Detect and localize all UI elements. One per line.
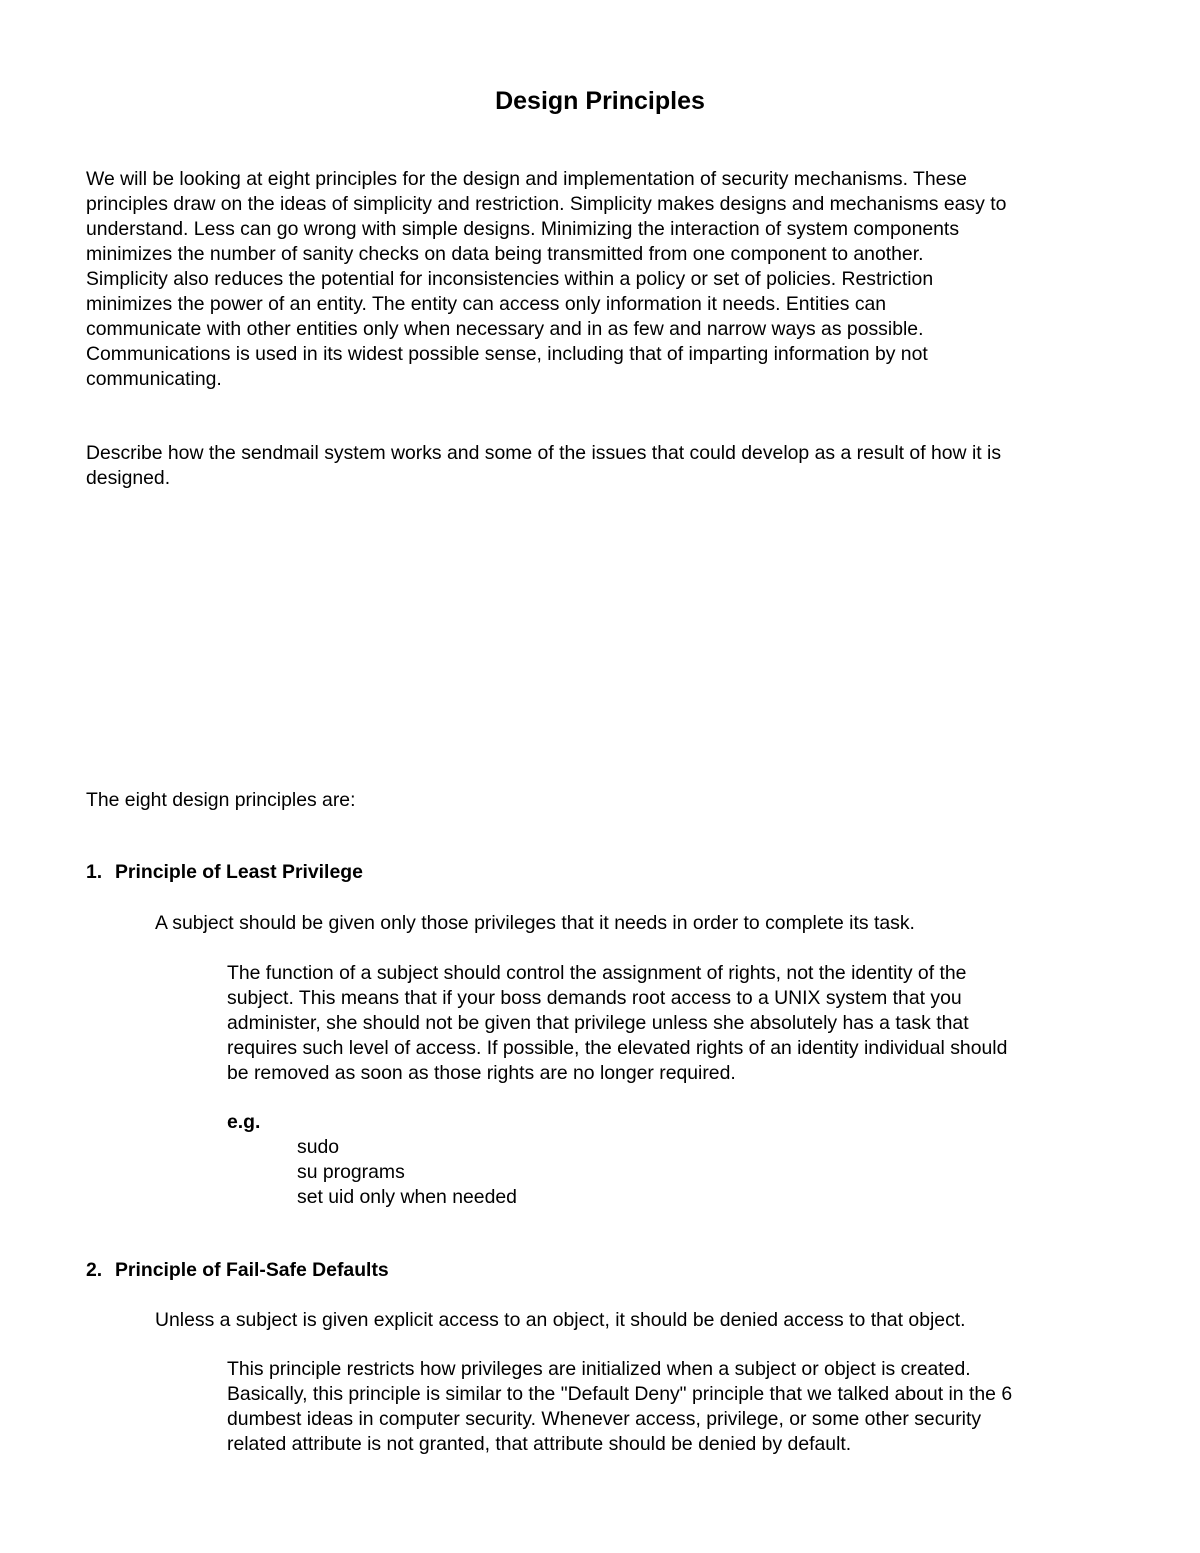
explanation-line: requires such level of access. If possible, the elevated rights of an identity individual should bbox=[227, 1037, 1008, 1059]
explanation-line: dumbest ideas in computer security. Whenever access, privilege, or some other security bbox=[227, 1408, 982, 1430]
eight-principles-intro: The eight design principles are: bbox=[86, 789, 356, 811]
example-list bbox=[297, 1135, 517, 1210]
explanation-line: This principle restricts how privileges are initialized when a subject or object is created. bbox=[227, 1358, 971, 1380]
principle-1-explanation bbox=[227, 961, 1127, 1086]
principle-2-statement: Unless a subject is given explicit access to an object, it should be denied access to that object. bbox=[155, 1309, 966, 1331]
prompt-line: Describe how the sendmail system works and some of the issues that could develop as a result of how it is bbox=[86, 442, 1002, 464]
example-label: e.g. bbox=[227, 1111, 261, 1133]
principle-1-statement: A subject should be given only those privileges that it needs in order to complete its task. bbox=[155, 912, 915, 934]
prompt-line: designed. bbox=[86, 467, 171, 489]
explanation-line: related attribute is not granted, that attribute should be denied by default. bbox=[227, 1433, 852, 1455]
explanation-line: The function of a subject should control the assignment of rights, not the identity of the bbox=[227, 962, 967, 984]
sendmail-prompt bbox=[86, 441, 1126, 491]
intro-line: minimizes the number of sanity checks on data being transmitted from one component to another. bbox=[86, 243, 924, 265]
principle-title: Principle of Fail-Safe Defaults bbox=[115, 1259, 389, 1281]
example-item: sudo bbox=[297, 1136, 340, 1158]
example-item: set uid only when needed bbox=[297, 1186, 517, 1208]
intro-line: We will be looking at eight principles for the design and implementation of security mechanisms. These bbox=[86, 168, 967, 190]
intro-line: Simplicity also reduces the potential for inconsistencies within a policy or set of policies. Restriction bbox=[86, 268, 934, 290]
intro-line: Communications is used in its widest possible sense, including that of imparting information by not bbox=[86, 343, 928, 365]
explanation-line: administer, she should not be given that privilege unless she absolutely has a task that bbox=[227, 1012, 969, 1034]
intro-line: principles draw on the ideas of simplicity and restriction. Simplicity makes designs and mechanisms easy to bbox=[86, 193, 1007, 215]
principle-2-heading bbox=[86, 1258, 389, 1283]
principle-number: 2. bbox=[86, 1259, 103, 1281]
principle-number: 1. bbox=[86, 861, 103, 883]
principle-2-explanation bbox=[227, 1357, 1127, 1457]
explanation-line: subject. This means that if your boss demands root access to a UNIX system that you bbox=[227, 987, 962, 1009]
principle-1-heading bbox=[86, 860, 363, 885]
intro-line: minimizes the power of an entity. The entity can access only information it needs. Entities can bbox=[86, 293, 887, 315]
intro-line: communicating. bbox=[86, 368, 222, 390]
intro-line: understand. Less can go wrong with simple designs. Minimizing the interaction of system components bbox=[86, 218, 960, 240]
principle-title: Principle of Least Privilege bbox=[115, 861, 363, 883]
intro-line: communicate with other entities only when necessary and in as few and narrow ways as possible. bbox=[86, 318, 924, 340]
document-title: Design Principles bbox=[495, 87, 705, 115]
example-item: su programs bbox=[297, 1161, 405, 1183]
explanation-line: be removed as soon as those rights are no longer required. bbox=[227, 1062, 736, 1084]
explanation-line: Basically, this principle is similar to the "Default Deny" principle that we talked about in the 6 bbox=[227, 1383, 1013, 1405]
intro-paragraph bbox=[86, 167, 1126, 392]
